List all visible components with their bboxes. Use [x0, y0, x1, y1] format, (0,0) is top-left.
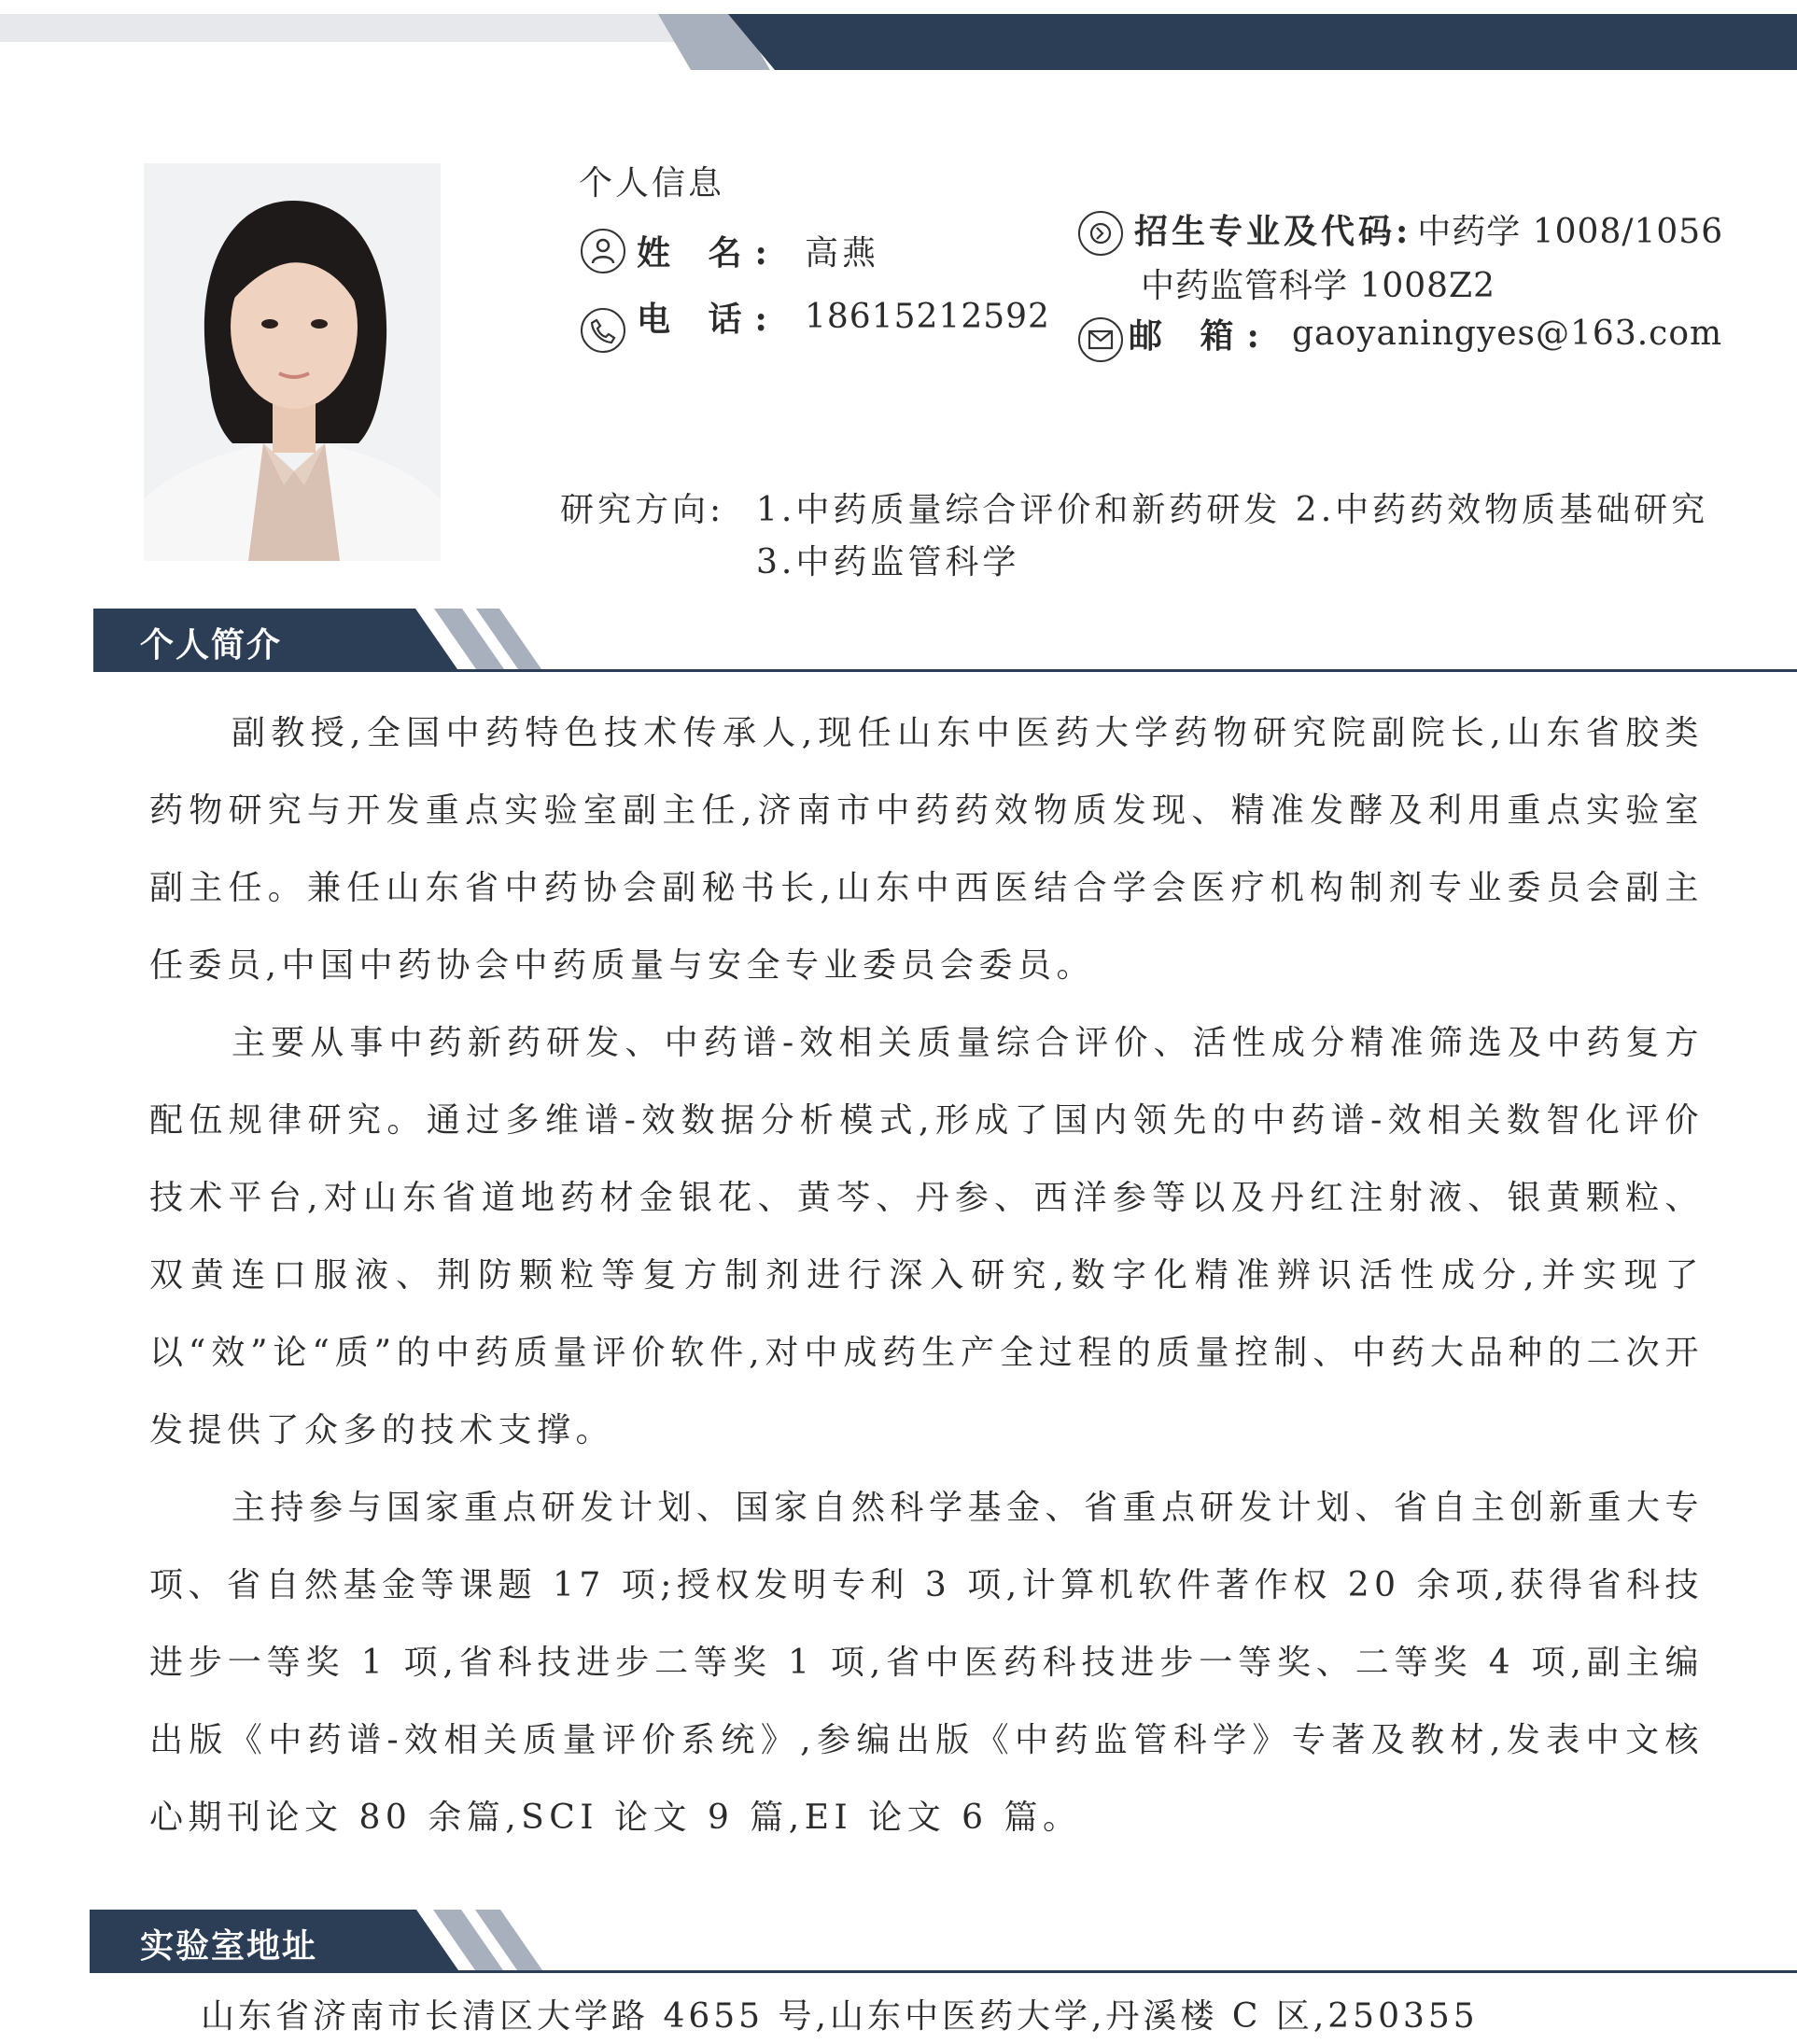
- research-line-2: 3.中药监管科学: [756, 543, 1020, 581]
- major-label: 招生专业及代码:: [1134, 211, 1412, 251]
- profile-photo: [144, 163, 441, 561]
- major-icon: [1078, 211, 1123, 256]
- mail-icon: [1078, 317, 1123, 362]
- user-icon: [581, 229, 625, 273]
- name-value: 高燕: [805, 234, 880, 273]
- name-label: 姓 名:: [637, 233, 780, 273]
- intro-section-header: [93, 609, 1797, 674]
- research-line-1: 1.中药质量综合评价和新药研发 2.中药药效物质基础研究: [756, 491, 1709, 529]
- intro-paragraph-3: 主持参与国家重点研发计划、国家自然科学基金、省重点研发计划、省自主创新重大专项、省自然基金等课题 17 项;授权发明专利 3 项,计算机软件著作权 20 余项,获得省科技进步一等奖 1 项,省科技进步二等奖 1 项,省中医药科技进步一等奖、二等奖 4 项,副主编出版《中药谱-效相关质量评价系统》,参编出版《中药监管科学》专著及教材,发表中文核心期刊论文 80 余篇,SCI 论文 9 篇,EI 论文 6 篇。: [149, 1489, 1705, 1837]
- major-row: [1078, 211, 1723, 256]
- intro-title: 个人简介: [140, 626, 283, 665]
- email-row: [1078, 314, 1723, 362]
- personal-info-title: 个人信息: [579, 164, 725, 203]
- name-row: [581, 227, 879, 274]
- phone-row: [581, 297, 1050, 353]
- email-value: gaoyaningyes@163.com: [1292, 314, 1723, 353]
- lab-address: 山东省济南市长清区大学路 4655 号,山东中医药大学,丹溪楼 C 区,250355: [201, 1997, 1479, 2036]
- lab-title: 实验室地址: [140, 1927, 318, 1966]
- phone-label: 电 话:: [637, 299, 780, 339]
- lab-section-header: [90, 1910, 1797, 1975]
- phone-icon: [581, 308, 625, 353]
- research-label: 研究方向:: [560, 491, 725, 529]
- email-label: 邮 箱:: [1129, 315, 1272, 356]
- major-value-1: 中药学 1008/1056: [1417, 212, 1724, 251]
- intro-paragraph-1: 副教授,全国中药特色技术传承人,现任山东中医药大学药物研究院副院长,山东省胶类药物研究与开发重点实验室副主任,济南市中药药效物质发现、精准发酵及利用重点实验室副主任。兼任山东省中药协会副秘书长,山东中西医结合学会医疗机构制剂专业委员会副主任委员,中国中药协会中药质量与安全专业委员会委员。: [149, 714, 1704, 985]
- top-banner: [0, 0, 1797, 75]
- phone-value: 18615212592: [805, 297, 1050, 336]
- intro-paragraph-2: 主要从事中药新药研发、中药谱-效相关质量综合评价、活性成分精准筛选及中药复方配伍规律研究。通过多维谱-效数据分析模式,形成了国内领先的中药谱-效相关数智化评价技术平台,对山东省道地药材金银花、黄芩、丹参、西洋参等以及丹红注射液、银黄颗粒、双黄连口服液、荆防颗粒等复方制剂进行深入研究,数字化精准辨识活性成分,并实现了以“效”论“质”的中药质量评价软件,对中成药生产全过程的质量控制、中药大品种的二次开发提供了众多的技术支撑。: [149, 1024, 1704, 1449]
- major-value-2: 中药监管科学 1008Z2: [1141, 267, 1495, 305]
